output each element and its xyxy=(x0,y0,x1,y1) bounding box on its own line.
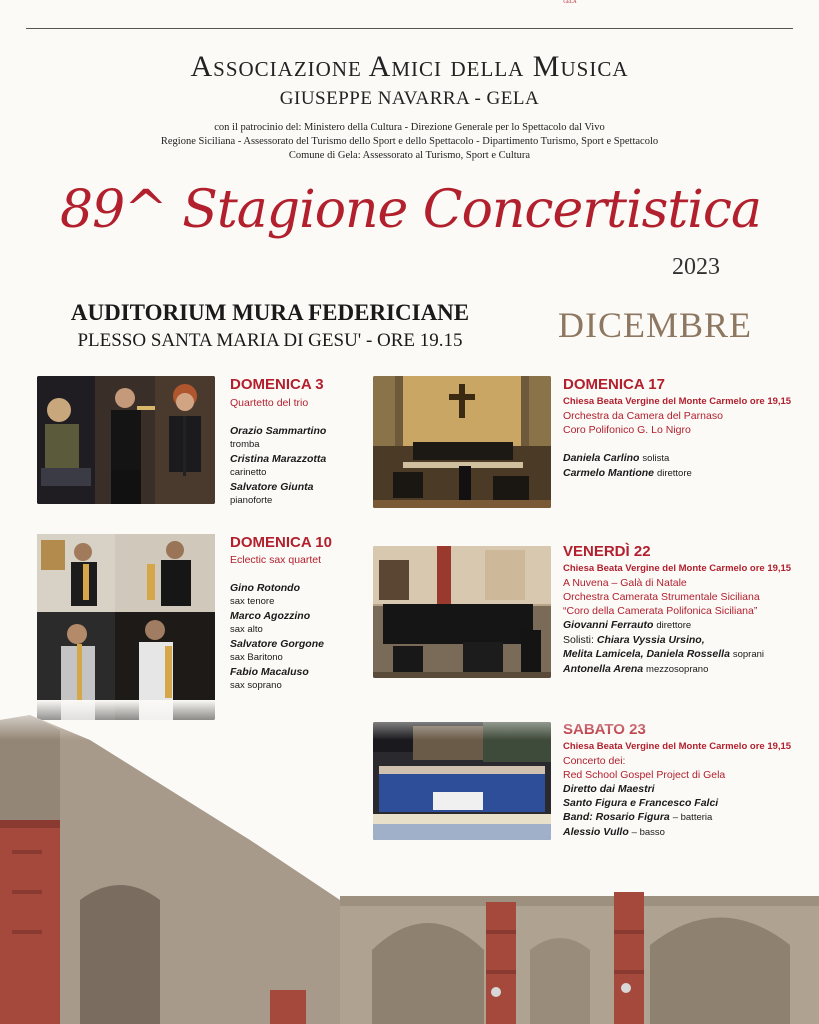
ruins-illustration xyxy=(0,700,819,1024)
performer-role: – batteria xyxy=(672,812,713,823)
trio-photo xyxy=(37,376,215,504)
performer-role: direttore xyxy=(656,468,692,479)
event-line: Orchestra Camerata Strumentale Siciliana xyxy=(563,591,760,603)
performer-role: tromba xyxy=(230,439,260,450)
patronage-line: Regione Siciliana - Assessorato del Turismo dello Sport e dello Spettacolo - Dipartimento Turismo, Sport e Spettacolo xyxy=(160,136,659,147)
event-day-title: DOMENICA 3 xyxy=(230,376,324,393)
performer-role: sax soprano xyxy=(230,680,282,691)
venue-subtitle: PLESSO SANTA MARIA DI GESU' - ORE 19.15 xyxy=(77,330,463,351)
event-day-title: DOMENICA 10 xyxy=(230,534,332,551)
performer-name: Melita Lamicela, Daniela Rossella xyxy=(563,648,730,660)
event-details xyxy=(563,562,813,677)
sax-quartet-photo xyxy=(37,534,215,720)
performer-role: mezzosoprano xyxy=(646,664,709,675)
performer-role: solista xyxy=(642,453,670,464)
soloists-label: Solisti: xyxy=(563,634,594,646)
association-name: Associazione Amici della Musica xyxy=(190,50,629,83)
event-location: Chiesa Beata Vergine del Monte Carmelo ore 19,15 xyxy=(563,741,792,752)
season-year: 2023 xyxy=(672,254,720,280)
patronage-line: con il patrocinio del: Ministero della Cultura - Direzione Generale per lo Spettacolo dal Vivo xyxy=(214,122,605,133)
performer-name: Band: Rosario Figura xyxy=(563,811,670,823)
event-day-title: VENERDÌ 22 xyxy=(563,543,651,560)
performer-name: Giovanni Ferrauto xyxy=(563,619,654,631)
association-subtitle: GIUSEPPE NAVARRA - GELA xyxy=(279,88,540,109)
event-line: Concerto dei: xyxy=(563,755,626,767)
performer-name: Salvatore Giunta xyxy=(230,481,314,493)
performer-name: Fabio Macaluso xyxy=(230,666,309,678)
event-subtitle: Eclectic sax quartet xyxy=(230,554,322,566)
event-location: Chiesa Beata Vergine del Monte Carmelo ore 19,15 xyxy=(563,563,792,574)
performer-name: Marco Agozzino xyxy=(230,610,311,622)
performer-name: Cristina Marazzotta xyxy=(230,453,327,465)
performer-name: Orazio Sammartino xyxy=(230,425,327,437)
patronage-block xyxy=(0,121,819,163)
performer-name: Carmelo Mantione xyxy=(563,467,655,479)
event-details xyxy=(563,395,813,481)
performer-name: Chiara Vyssia Ursino, xyxy=(596,634,705,646)
event-details xyxy=(230,396,370,508)
event-subtitle: Quartetto del trio xyxy=(230,397,309,409)
performer-role: direttore xyxy=(656,620,692,631)
performer-role: carinetto xyxy=(230,467,267,478)
church-orchestra-photo xyxy=(373,376,551,508)
event-line: Orchestra da Camera del Parnaso xyxy=(563,410,723,422)
performer-role: sax tenore xyxy=(230,596,275,607)
performer-name: Salvatore Gorgone xyxy=(230,638,324,650)
event-line: Santo Figura e Francesco Falci xyxy=(563,797,719,809)
event-line: Coro Polifonico G. Lo Nigro xyxy=(563,424,691,436)
performer-name: Daniela Carlino xyxy=(563,452,640,464)
top-divider xyxy=(26,28,793,29)
logo-fragment: GELA xyxy=(563,0,577,5)
performer-role: sax alto xyxy=(230,624,263,635)
patronage-line: Comune di Gela: Assessorato al Turismo, Sport e Cultura xyxy=(288,150,531,161)
month-label: DICEMBRE xyxy=(557,305,752,345)
event-line: A Nuvena – Galà di Natale xyxy=(563,577,687,589)
choir-church-photo xyxy=(373,546,551,678)
event-location: Chiesa Beata Vergine del Monte Carmelo ore 19,15 xyxy=(563,396,792,407)
event-line: Diretto dai Maestri xyxy=(563,783,655,795)
performer-role: soprani xyxy=(732,649,765,660)
venue-name: AUDITORIUM MURA FEDERICIANE xyxy=(70,300,470,325)
performer-name: Antonella Arena xyxy=(563,663,644,675)
event-details xyxy=(230,553,370,693)
performer-role: – basso xyxy=(631,827,665,838)
event-line: “Coro della Camerata Polifonica Siciliana” xyxy=(563,605,758,617)
event-day-title: DOMENICA 17 xyxy=(563,376,665,393)
season-title: 89^ Stagione Concertistica xyxy=(60,180,762,240)
performer-role: pianoforte xyxy=(230,495,273,506)
performer-name: Alessio Vullo xyxy=(563,826,629,838)
event-line: Red School Gospel Project di Gela xyxy=(563,769,726,781)
performer-name: Gino Rotondo xyxy=(230,582,300,594)
performer-role: sax Baritono xyxy=(230,652,283,663)
